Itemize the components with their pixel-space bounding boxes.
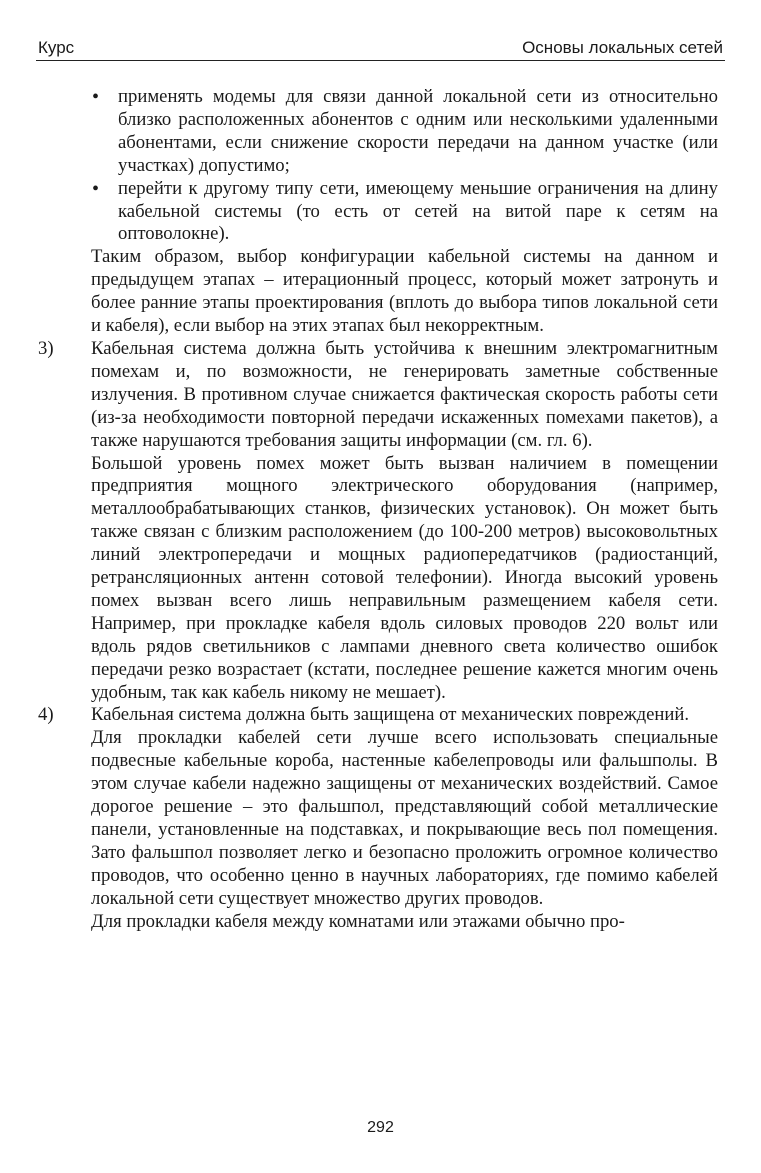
item-number: 4) — [38, 704, 54, 726]
header-course-label: Курс — [38, 38, 75, 57]
item-text: Кабельная система должна быть защищена от механических повреждений. — [91, 704, 690, 726]
bullet-text: перейти к другому типу сети, имеющему меньшие ограничения на длину кабельной системы (то есть от сетей на витой паре к сетям на оптоволокне). — [118, 177, 718, 245]
item-paragraph: Для прокладки кабеля между комнатами или этажами обычно про- — [91, 910, 625, 932]
item-paragraph: Для прокладки кабелей сети лучше всего использовать специальные подвесные кабельные короба, настенные кабелепроводы или фальшполы. В этом случае кабели надежно защищены от механических воздействий. Самое дорогое решение – это фальшпол, представляющий собой металлические панели, установленные на подставках, и покрывающие весь пол помещения. Зато фальшпол позволяет легко и безопасно проложить огромное количество проводов, что особенно ценно в научных лабораториях, где помимо кабелей локальной сети существует множество других проводов. — [91, 727, 718, 909]
page-number: 292 — [367, 1119, 394, 1136]
bullet-icon: • — [92, 86, 100, 108]
bullet-item — [38, 86, 718, 178]
paragraph: Таким образом, выбор конфигурации кабельной системы на данном и предыдущем этапах – итерационный процесс, который может затронуть и более ранние этапы проектирования (вплоть до выбора типов локальной сети и кабеля), если выбор на этих этапах был некорректным. — [91, 246, 718, 337]
running-header — [36, 38, 725, 61]
numbered-item — [38, 704, 718, 933]
bullet-icon: • — [92, 177, 100, 200]
numbered-item — [38, 338, 718, 705]
item-text: Кабельная система должна быть устойчива к внешним электромагнитным помехам и, по возможности, не генерировать заметные собственные излучения. В противном случае снижается фактическая скорость работы сети (из-за необходимости повторной передачи искаженных помехами пакетов), а также нарушаются требования защиты информации (см. гл. 6). — [91, 337, 718, 451]
bullet-item — [38, 178, 718, 247]
header-chapter-title: Основы локальных сетей — [522, 38, 723, 57]
page-body — [38, 86, 718, 934]
bullet-text: применять модемы для связи данной локальной сети из относительно близко расположенных абонентов с одним или несколькими удаленными абонентами, если снижение скорости передачи на данном участке (или участках) допустимо; — [118, 86, 718, 176]
item-paragraph: Большой уровень помех может быть вызван наличием в помещении предприятия мощного электрического оборудования (например, металлообрабатывающих станков, физических установок). Он может быть также связан с близким расположением (до 100-200 метров) высоковольтных линий электропередачи и мощных радиопередатчиков (радиостанций, ретрансляционных антенн сотовой телефонии). Иногда высокий уровень помех вызван всего лишь неправильным размещением кабеля сети. Например, при прокладке кабеля вдоль силовых проводов 220 вольт или вдоль рядов светильников с лампами дневного света количество ошибок передачи резко возрастает (кстати, последнее решение кажется многим очень удобным, так как кабель никому не мешает). — [91, 452, 718, 703]
item-number: 3) — [38, 337, 54, 359]
